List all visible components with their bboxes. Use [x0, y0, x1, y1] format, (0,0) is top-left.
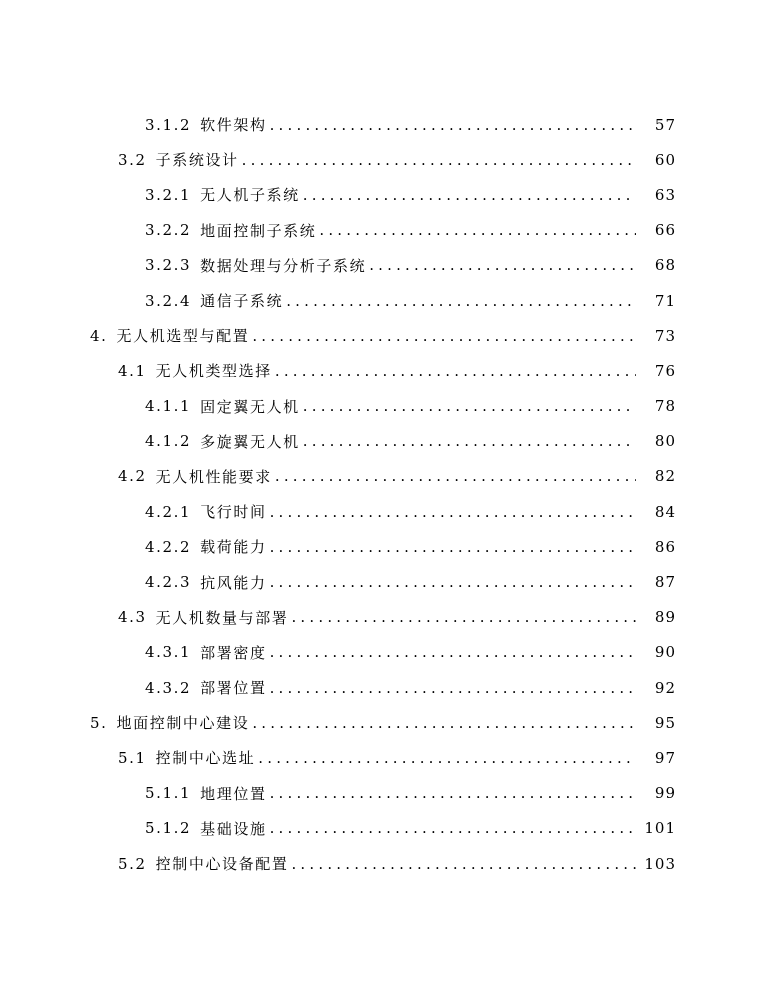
toc-entry[interactable] — [0, 705, 765, 740]
toc-entry-title: 无人机性能要求 — [155, 467, 272, 486]
toc-entry[interactable] — [0, 318, 765, 353]
toc-entry-title: 地理位置 — [200, 784, 267, 803]
toc-entry-number: 4.2 — [118, 467, 147, 486]
toc-dot-leader — [270, 503, 636, 521]
toc-entry-page: 60 — [654, 150, 676, 169]
toc-entry[interactable] — [0, 494, 765, 529]
toc-entry[interactable] — [0, 389, 765, 424]
toc-entry-number: 4.1 — [118, 361, 147, 380]
toc-dot-leader — [252, 327, 636, 345]
toc-entry-title: 子系统设计 — [155, 151, 239, 170]
toc-dot-leader — [275, 467, 636, 485]
toc-entry[interactable] — [0, 740, 765, 775]
toc-dot-leader — [303, 432, 636, 450]
toc-entry-number: 4.2.2 — [145, 537, 192, 556]
toc-entry[interactable] — [0, 529, 765, 564]
toc-entry-page: 82 — [654, 467, 676, 486]
toc-entry-title: 软件架构 — [200, 116, 267, 135]
toc-entry-page: 101 — [644, 819, 676, 838]
toc-entry-number: 4.1.1 — [145, 397, 192, 416]
toc-entry-number: 4.3.1 — [145, 643, 192, 662]
toc-entry-title: 部署位置 — [200, 679, 267, 698]
toc-dot-leader — [270, 643, 636, 661]
toc-entry-title: 固定翼无人机 — [200, 397, 300, 416]
toc-entry-number: 3.2.1 — [145, 185, 192, 204]
toc-entry[interactable] — [0, 283, 765, 318]
toc-entry[interactable] — [0, 142, 765, 177]
toc-entry-page: 103 — [644, 854, 676, 873]
toc-dot-leader — [303, 397, 636, 415]
toc-entry-number: 4.2.3 — [145, 573, 192, 592]
toc-entry-number: 3.1.2 — [145, 115, 192, 134]
toc-entry-page: 71 — [654, 291, 676, 310]
toc-entry-page: 87 — [654, 573, 676, 592]
toc-entry-page: 63 — [654, 185, 676, 204]
toc-entry-page: 57 — [654, 115, 676, 134]
toc-entry-number: 5.1.1 — [145, 784, 192, 803]
toc-entry-number: 3.2 — [118, 150, 147, 169]
toc-dot-leader — [291, 608, 636, 626]
toc-entry-number: 4.2.1 — [145, 502, 192, 521]
toc-dot-leader — [270, 679, 636, 697]
toc-entry[interactable] — [0, 564, 765, 599]
toc-entry[interactable] — [0, 776, 765, 811]
toc-entry-title: 通信子系统 — [200, 292, 284, 311]
toc-entry-number: 3.2.4 — [145, 291, 192, 310]
toc-entry[interactable] — [0, 107, 765, 142]
toc-entry-page: 95 — [654, 713, 676, 732]
toc-entry-title: 载荷能力 — [200, 538, 267, 557]
toc-dot-leader — [270, 784, 636, 802]
toc-entry-page: 84 — [654, 502, 676, 521]
toc-dot-leader — [369, 256, 636, 274]
toc-entry-page: 97 — [654, 748, 676, 767]
toc-entry-title: 飞行时间 — [200, 503, 267, 522]
toc-entry-title: 无人机子系统 — [200, 186, 300, 205]
toc-entry[interactable] — [0, 177, 765, 212]
toc-dot-leader — [270, 573, 636, 591]
toc-dot-leader — [242, 151, 636, 169]
toc-entry[interactable] — [0, 424, 765, 459]
toc-entry[interactable] — [0, 353, 765, 388]
toc-entry-title: 部署密度 — [200, 643, 267, 662]
toc-entry-title: 数据处理与分析子系统 — [200, 256, 367, 275]
toc-entry-title: 基础设施 — [200, 819, 267, 838]
toc-entry[interactable] — [0, 670, 765, 705]
toc-entry-title: 控制中心设备配置 — [155, 855, 289, 874]
toc-entry-page: 76 — [654, 361, 676, 380]
toc-dot-leader — [258, 749, 636, 767]
toc-entry-title: 无人机数量与部署 — [155, 608, 289, 627]
toc-entry[interactable] — [0, 459, 765, 494]
toc-entry-number: 5.1 — [118, 748, 147, 767]
toc-entry-page: 92 — [654, 678, 676, 697]
toc-entry-number: 4.3 — [118, 608, 147, 627]
toc-entry-number: 3.2.2 — [145, 221, 192, 240]
toc-entry-page: 78 — [654, 397, 676, 416]
toc-entry-number: 4. — [90, 326, 108, 345]
toc-entry[interactable] — [0, 635, 765, 670]
toc-entry-number: 5. — [90, 713, 108, 732]
toc-entry[interactable] — [0, 600, 765, 635]
toc-entry-title: 无人机类型选择 — [155, 362, 272, 381]
toc-entry-title: 无人机选型与配置 — [116, 327, 250, 346]
toc-entry-page: 73 — [654, 326, 676, 345]
toc-entry[interactable] — [0, 846, 765, 881]
toc-entry-number: 4.3.2 — [145, 678, 192, 697]
toc-entry-page: 68 — [654, 256, 676, 275]
toc-entry-title: 地面控制中心建设 — [116, 714, 250, 733]
toc-entry-number: 5.1.2 — [145, 819, 192, 838]
toc-dot-leader — [275, 362, 636, 380]
toc-entry-page: 66 — [654, 221, 676, 240]
toc-entry[interactable] — [0, 248, 765, 283]
table-of-contents — [0, 107, 765, 881]
toc-entry-page: 90 — [654, 643, 676, 662]
toc-dot-leader — [319, 221, 636, 239]
toc-entry-number: 5.2 — [118, 854, 147, 873]
toc-dot-leader — [270, 116, 636, 134]
toc-entry-number: 4.1.2 — [145, 432, 192, 451]
toc-entry-title: 多旋翼无人机 — [200, 432, 300, 451]
toc-dot-leader — [303, 186, 636, 204]
toc-entry[interactable] — [0, 811, 765, 846]
toc-entry-title: 抗风能力 — [200, 573, 267, 592]
toc-entry-page: 89 — [654, 608, 676, 627]
toc-entry-page: 80 — [654, 432, 676, 451]
toc-dot-leader — [252, 714, 636, 732]
toc-entry-page: 86 — [654, 537, 676, 556]
toc-dot-leader — [286, 292, 636, 310]
toc-entry-title: 地面控制子系统 — [200, 221, 317, 240]
toc-entry-number: 3.2.3 — [145, 256, 192, 275]
toc-dot-leader — [291, 855, 636, 873]
toc-entry-title: 控制中心选址 — [155, 749, 256, 768]
toc-entry[interactable] — [0, 213, 765, 248]
toc-entry-page: 99 — [654, 784, 676, 803]
toc-dot-leader — [270, 538, 636, 556]
toc-dot-leader — [270, 819, 636, 837]
